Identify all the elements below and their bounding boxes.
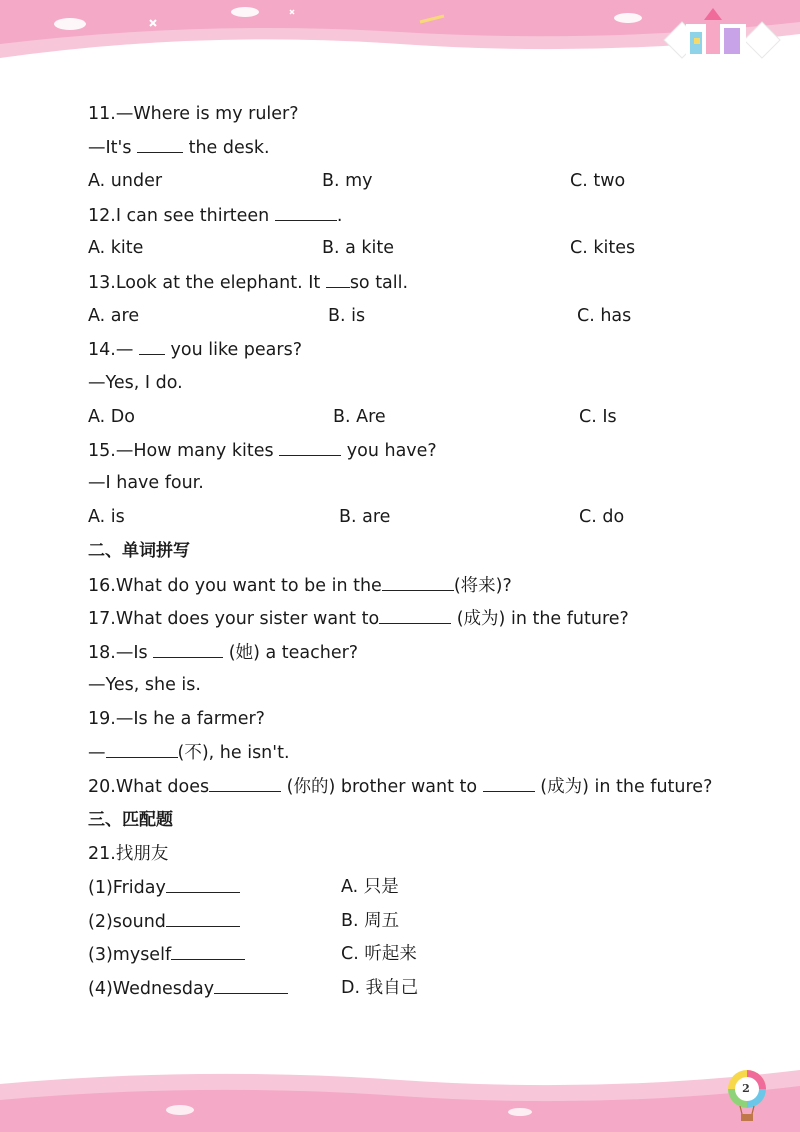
q18: 18.—Is (她) a teacher? xyxy=(88,643,359,663)
q19-blank[interactable] xyxy=(106,741,178,758)
q14-answer: —Yes, I do. xyxy=(88,373,183,393)
q18-answer: —Yes, she is. xyxy=(88,675,201,695)
match-left-item: (1)Friday xyxy=(88,876,240,899)
q11-option-a[interactable]: A. under xyxy=(88,171,163,191)
q14-option-b[interactable]: B. Are xyxy=(333,407,386,427)
match-right-item: C. 听起来 xyxy=(341,944,417,964)
q15-option-b[interactable]: B. are xyxy=(339,507,391,527)
q12-stem: 12.I can see thirteen . xyxy=(88,206,343,226)
q13-option-a[interactable]: A. are xyxy=(88,306,140,326)
match-left-item: (3)myself xyxy=(88,943,245,966)
q21-stem: 21.找朋友 xyxy=(88,844,169,864)
q11-line2: —It's the desk. xyxy=(88,138,270,158)
q15-blank[interactable] xyxy=(279,439,341,456)
q13-option-c[interactable]: C. has xyxy=(577,306,632,326)
q15-answer: —I have four. xyxy=(88,473,204,493)
q14-option-a[interactable]: A. Do xyxy=(88,407,135,427)
page-number: 2 xyxy=(742,1082,750,1095)
q19-answer: — (不), he isn't. xyxy=(88,743,290,763)
q18-blank[interactable] xyxy=(153,641,223,658)
match-right-item: D. 我自己 xyxy=(341,978,419,998)
q11-blank[interactable] xyxy=(137,136,183,153)
q19-stem: 19.—Is he a farmer? xyxy=(88,709,265,729)
q15-option-c[interactable]: C. do xyxy=(579,507,625,527)
section-3-title: 三、匹配题 xyxy=(88,810,173,830)
q13-blank[interactable] xyxy=(326,271,350,288)
q12-option-b[interactable]: B. a kite xyxy=(322,238,395,258)
q11-stem: 11.—Where is my ruler? xyxy=(88,104,299,124)
q20: 20.What does (你的) brother want to (成为) in the future? xyxy=(88,777,713,797)
q20-blank-2[interactable] xyxy=(483,775,535,792)
q14-stem: 14.— you like pears? xyxy=(88,340,302,360)
q16-blank[interactable] xyxy=(382,574,454,591)
q15-option-a[interactable]: A. is xyxy=(88,507,125,527)
q12-option-c[interactable]: C. kites xyxy=(570,238,636,258)
q11-option-b[interactable]: B. my xyxy=(322,171,373,191)
q15-stem: 15.—How many kites you have? xyxy=(88,441,437,461)
match-left-item: (4)Wednesday xyxy=(88,977,288,1000)
match-blank[interactable] xyxy=(214,977,288,994)
q12-option-a[interactable]: A. kite xyxy=(88,238,144,258)
logo-icon xyxy=(660,6,784,64)
match-blank[interactable] xyxy=(171,943,245,960)
match-left-item: (2)sound xyxy=(88,910,240,933)
match-right-item: B. 周五 xyxy=(341,911,400,931)
q14-option-c[interactable]: C. Is xyxy=(579,407,617,427)
q16: 16.What do you want to be in the (将来)? xyxy=(88,576,512,596)
q11-option-c[interactable]: C. two xyxy=(570,171,626,191)
q12-blank[interactable] xyxy=(275,204,337,221)
q14-blank[interactable] xyxy=(139,338,165,355)
match-blank[interactable] xyxy=(166,910,240,927)
match-blank[interactable] xyxy=(166,876,240,893)
section-2-title: 二、单词拼写 xyxy=(88,541,190,561)
q17: 17.What does your sister want to (成为) in the future? xyxy=(88,609,629,629)
match-right-item: A. 只是 xyxy=(341,877,399,897)
footer-decoration xyxy=(0,1060,800,1132)
q13-option-b[interactable]: B. is xyxy=(328,306,366,326)
q17-blank[interactable] xyxy=(379,607,451,624)
q13-stem: 13.Look at the elephant. It so tall. xyxy=(88,273,409,293)
q20-blank-1[interactable] xyxy=(209,775,281,792)
